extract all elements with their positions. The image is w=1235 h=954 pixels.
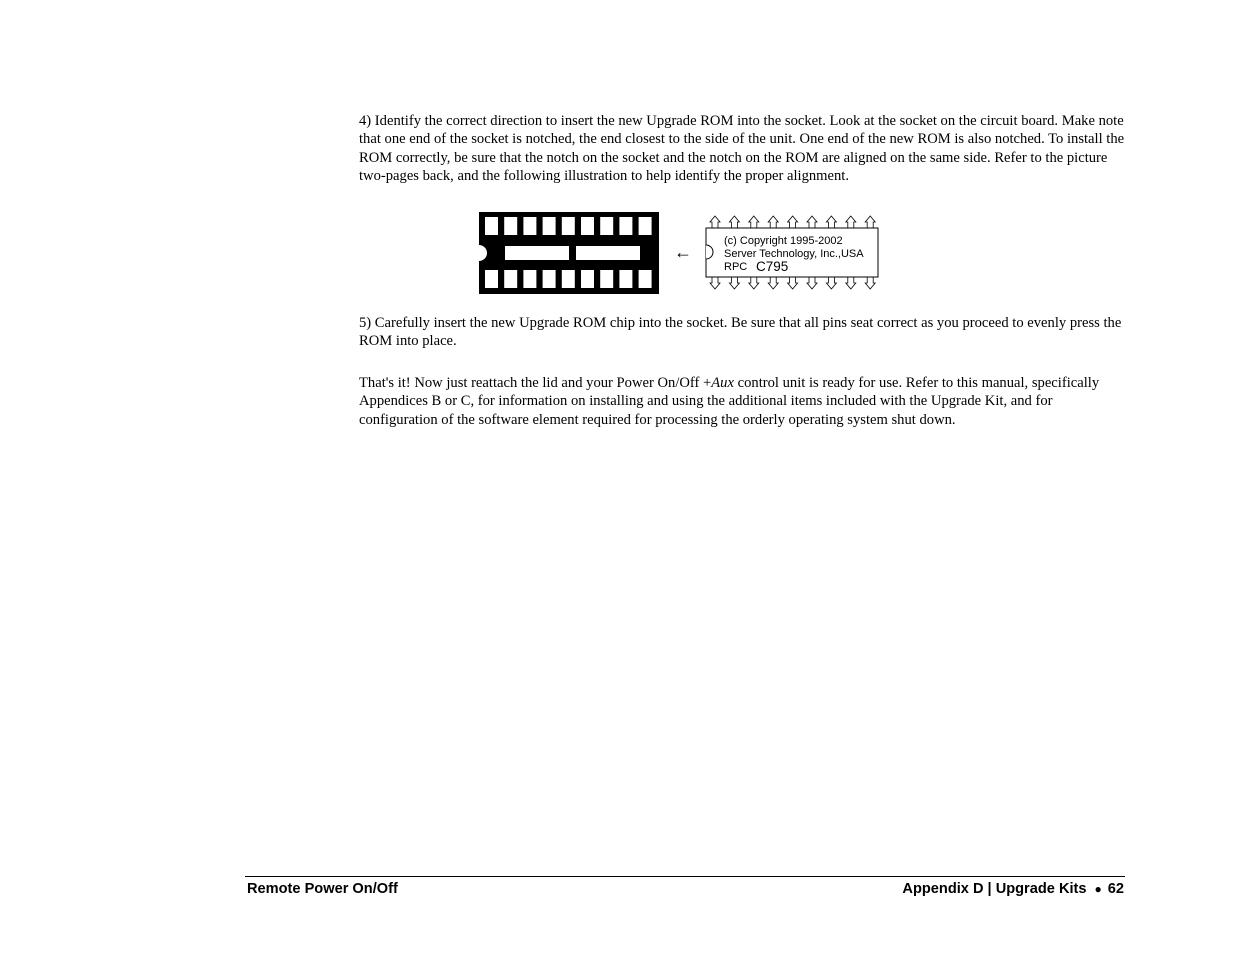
- chip-pin: [768, 277, 778, 289]
- chip-pin: [710, 216, 720, 228]
- rom-alignment-diagram: [470, 206, 890, 302]
- socket-slot-right: [576, 246, 640, 260]
- closing-paragraph: [359, 374, 1129, 429]
- socket-hole: [504, 217, 517, 235]
- socket-hole: [543, 217, 556, 235]
- chip-pin: [749, 216, 759, 228]
- socket-hole: [639, 217, 652, 235]
- rom-chip: [706, 216, 878, 289]
- chip-pin: [846, 277, 856, 289]
- chip-pin: [865, 277, 875, 289]
- chip-label-code: C795: [756, 259, 789, 274]
- socket-hole: [581, 270, 594, 288]
- footer-title: Remote Power On/Off: [247, 881, 398, 897]
- chip-pin: [846, 216, 856, 228]
- footer-bullet: ●: [1094, 882, 1102, 896]
- socket-hole: [485, 217, 498, 235]
- chip-pin: [788, 277, 798, 289]
- socket-hole: [523, 270, 536, 288]
- aux-italic: Aux: [711, 375, 734, 391]
- footer-section: [902, 880, 1124, 898]
- chip-pin: [788, 216, 798, 228]
- socket-hole: [523, 217, 536, 235]
- socket-hole: [543, 270, 556, 288]
- closing-text-end: control unit is ready for use. Refer to this manual, specifically Appendices B or C, for information on installing and using the additional items included with the Upgrade Kit, and for configuration of the software element required for processing the orderly operating system shut down.: [359, 375, 1100, 428]
- step-4-paragraph: 4) Identify the correct direction to insert the new Upgrade ROM into the socket. Look at the socket on the circuit board. Make note that one end of the socket is notched, the end closest to the side of the unit. One end of the new ROM is also notched. To install the ROM correctly, be sure that the notch on the socket and the notch on the ROM are aligned on the same side. Refer to the picture two-pages back, and the following illustration to help identify the proper alignment.: [359, 113, 1125, 184]
- socket-slot-left: [505, 246, 569, 260]
- chip-pin: [768, 216, 778, 228]
- socket-hole: [485, 270, 498, 288]
- socket-top-holes: [485, 217, 652, 235]
- socket-hole: [600, 270, 613, 288]
- rom-socket: [479, 212, 659, 294]
- socket-hole: [562, 217, 575, 235]
- page-number: 62: [1107, 881, 1124, 897]
- step-5-paragraph: 5) Carefully insert the new Upgrade ROM chip into the socket. Be sure that all pins seat correct as you proceed to evenly press the ROM into place.: [359, 315, 1122, 350]
- chip-bottom-pins: [710, 277, 875, 289]
- chip-label-copyright: (c) Copyright 1995-2002: [724, 235, 843, 247]
- socket-hole: [619, 270, 632, 288]
- socket-hole: [581, 217, 594, 235]
- chip-pin: [865, 216, 875, 228]
- footer-rule: [245, 876, 1125, 877]
- direction-arrow: ←: [674, 242, 692, 262]
- rom-alignment-figure: [470, 206, 890, 302]
- chip-label-rpc: RPC: [724, 261, 748, 273]
- chip-pin: [807, 277, 817, 289]
- chip-pin: [826, 277, 836, 289]
- chip-pin: [807, 216, 817, 228]
- closing-text-start: That's it! Now just reattach the lid and your Power On/Off +: [359, 375, 712, 391]
- socket-hole: [619, 217, 632, 235]
- socket-hole: [504, 270, 517, 288]
- chip-label-company: Server Technology, Inc.,USA: [724, 248, 864, 260]
- chip-pin: [749, 277, 759, 289]
- socket-hole: [562, 270, 575, 288]
- socket-hole: [600, 217, 613, 235]
- socket-bottom-holes: [485, 270, 652, 288]
- chip-pin: [729, 216, 739, 228]
- chip-top-pins: [710, 216, 875, 228]
- chip-pin: [710, 277, 720, 289]
- chip-pin: [826, 216, 836, 228]
- socket-hole: [639, 270, 652, 288]
- footer-section-label: Appendix D | Upgrade Kits: [902, 881, 1087, 897]
- chip-pin: [729, 277, 739, 289]
